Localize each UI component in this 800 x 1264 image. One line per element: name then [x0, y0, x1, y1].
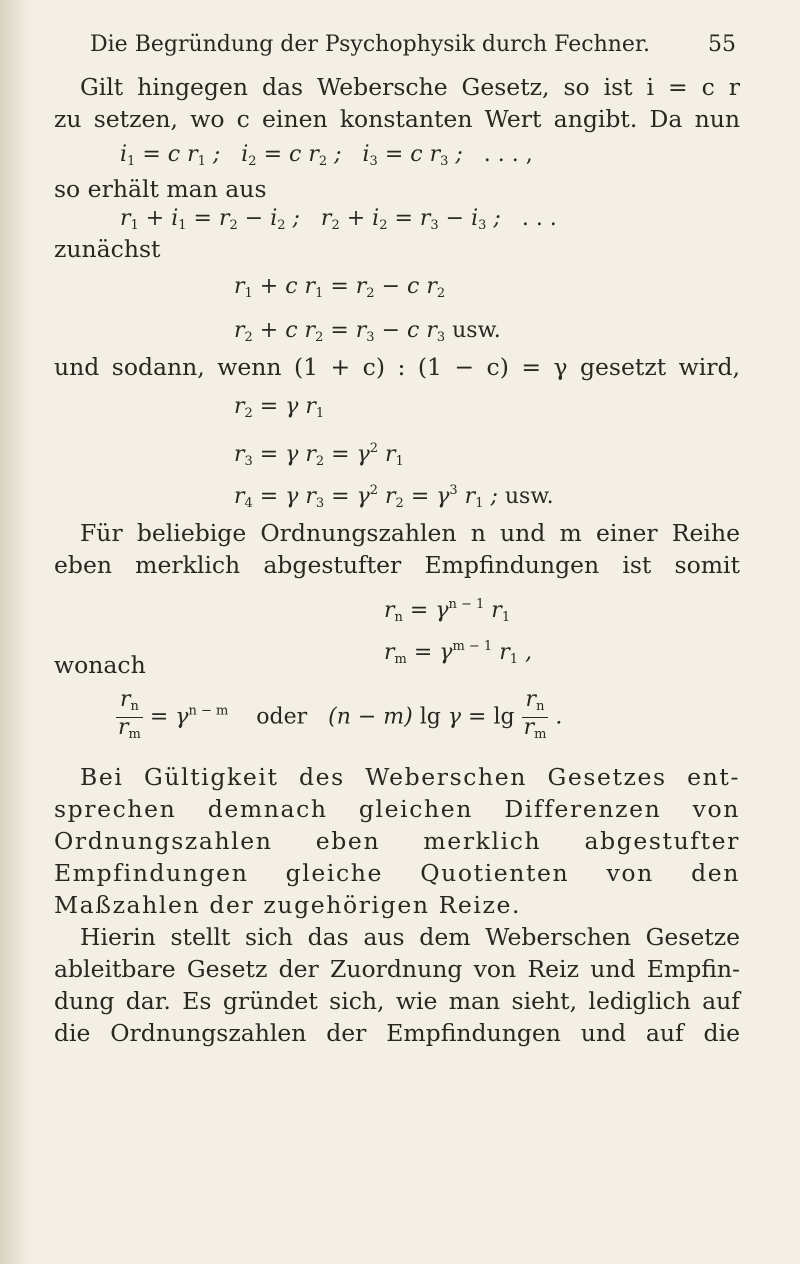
para2-line1: Für beliebige Ordnungszahlen n und m einer Reihe: [80, 519, 740, 547]
para4-line1: Hierin stellt sich das aus dem Weberschen Gesetze: [80, 923, 740, 951]
equation-g1: $r_2 = \gamma$ $r_1$: [234, 394, 325, 421]
para4-line3: dung dar. Es gründet sich, wie man sieht, lediglich auf: [54, 987, 740, 1015]
para4-line2: ableitbare Gesetz der Zuordnung von Reiz und Empfin-: [54, 955, 740, 983]
equation-r-plus-i: $r_1 + i_1 = r_2 - i_2$ ; $r_2 + i_2 = r_3 - i_3$ ; . . .: [120, 206, 557, 233]
running-title: Die Begründung der Psychophysik durch Fechner.: [90, 32, 651, 57]
page-edge-shadow: [0, 0, 30, 1264]
para2-line2: eben merklich abgestufter Empfindungen ist somit: [54, 551, 740, 579]
para3-line5: Maßzahlen der zugehörigen Reize.: [54, 891, 522, 919]
para3-line1: Bei Gültigkeit des Weberschen Gesetzes ent-: [80, 763, 740, 791]
equation-g3: $r_4 = \gamma$ $r_3 = \gamma^2$ $r_2 = \gamma^3$ $r_1$ ; usw.: [234, 483, 554, 511]
para3-line4: Empfindungen gleiche Quotienten von den: [54, 859, 740, 887]
equation-i-series: $i_1 = c$ $r_1$ ; $i_2 = c$ $r_2$ ; $i_3 = c$ $r_3$ ; . . . ,: [120, 142, 533, 169]
page-number: 55: [708, 32, 736, 57]
equation-rc2: $r_2 + c$ $r_2 = r_3 - c$ $r_3$ usw.: [234, 318, 501, 345]
equation-rn: $r_n = \gamma^{n - 1}$ $r_1$: [384, 597, 511, 625]
equation-ratio: $\frac{r_n}{r_m}$ = $\gamma^{n - m}$ oder (n − m) lg γ = lg $\frac{r_n}{r_m}$ .: [118, 687, 563, 742]
para3-line3: Ordnungszahlen eben merklich abgestufter: [54, 827, 740, 855]
equation-g2: $r_3 = \gamma$ $r_2 = \gamma^2$ $r_1$: [234, 441, 404, 469]
wonach: wonach: [54, 651, 146, 679]
para1-line1: Gilt hingegen das Webersche Gesetz, so ist i = c r: [80, 73, 740, 101]
para4-line4: die Ordnungszahlen der Empfindungen und auf die: [54, 1019, 740, 1047]
para1-line3: so erhält man aus: [54, 175, 267, 203]
equation-rm: $r_m = \gamma^{m - 1}$ $r_1$ ,: [384, 639, 532, 667]
para1-line4: zunächst: [54, 235, 161, 263]
para1-line2: zu setzen, wo c einen konstanten Wert angibt. Da nun: [54, 105, 740, 133]
equation-rc1: $r_1 + c$ $r_1 = r_2 - c$ $r_2$: [234, 274, 446, 301]
para3-line2: sprechen demnach gleichen Differenzen von: [54, 795, 740, 823]
running-header: [90, 30, 736, 60]
para1-line5: und sodann, wenn (1 + c) : (1 − c) = γ gesetzt wird,: [54, 353, 740, 381]
